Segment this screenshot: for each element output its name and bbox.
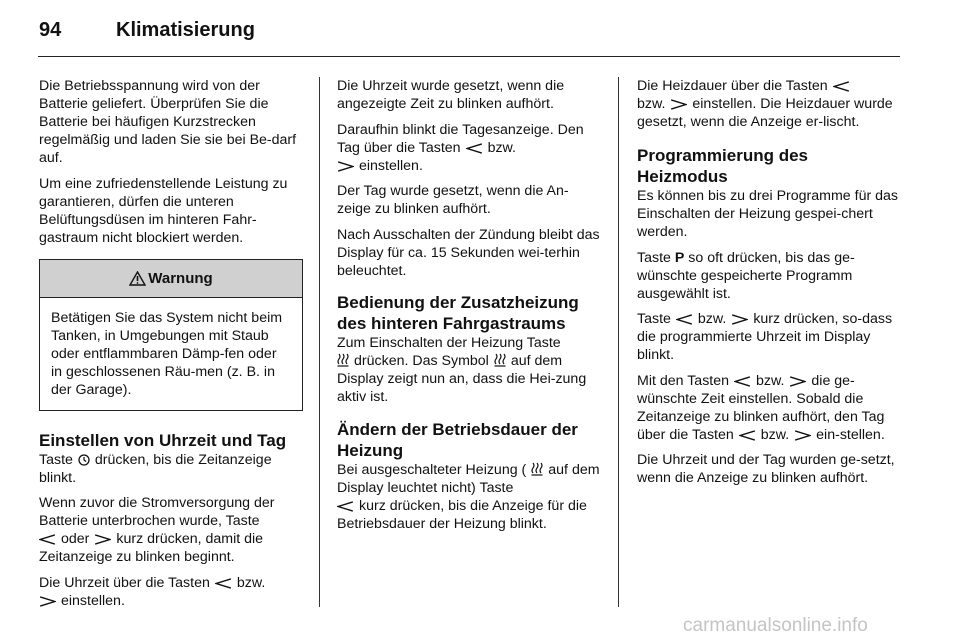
paragraph: Die Uhrzeit wurde gesetzt, wenn die angezeigte Zeit zu blinken aufhört. (337, 78, 565, 112)
paragraph (637, 77, 903, 131)
text: die ge-wünschte Zeit einstellen. Sobald die Zeitanzeige zu blinken aufhört, den Tag über die Tasten (637, 372, 885, 443)
heater-icon (531, 462, 543, 476)
paragraph (39, 494, 303, 566)
arrow-right-outline-icon (337, 161, 354, 172)
header-divider (38, 56, 900, 57)
text: kurz drücken, damit die Zeitanzeige zu blinken beginnt. (39, 531, 264, 565)
arrow-right-outline-icon (789, 376, 806, 387)
text: bzw. (760, 426, 790, 443)
warning-text: Betätigen Sie das System nicht beim Tanken, in Umgebungen mit Staub oder entflammbaren Dämp-fen oder in geschlossenen Räu-men (z. B. in der Garage). (51, 309, 283, 398)
paragraph: Die Uhrzeit und der Tag wurden ge-setzt, wenn die Anzeige zu blinken aufhört. (637, 452, 895, 486)
text: Daraufhin blinkt die Tagesanzeige. Den Tag über die Tasten (337, 121, 584, 156)
paragraph (39, 451, 303, 487)
page-number: 94 (39, 19, 62, 41)
arrow-left-outline-icon (215, 578, 232, 589)
text: oder (61, 531, 90, 547)
arrow-right-outline-icon (39, 596, 56, 607)
column-3 (637, 77, 903, 495)
column-2 (337, 77, 602, 540)
heater-icon (337, 353, 349, 367)
text: drücken, bis die Zeitanzeige blinkt. (39, 451, 272, 486)
text: bzw. (236, 574, 266, 591)
section-heading: Ändern der Betriebsdauer der Heizung (337, 419, 578, 460)
arrow-left-outline-icon (466, 143, 483, 154)
paragraph: Die Betriebsspannung wird von der Batterie geliefert. Überprüfen Sie die Batterie bei häufigen Kurzstrecken regelmäßig und laden Sie sie bei Be-darf auf. (39, 78, 297, 166)
arrow-right-outline-icon (94, 534, 111, 545)
text: drücken. Das Symbol (354, 352, 489, 369)
arrow-left-outline-icon (734, 376, 751, 387)
text: einstellen. (359, 157, 423, 174)
paragraph (637, 372, 903, 444)
text: kurz drücken, so-dass die programmierte Uhrzeit im Display blinkt. (637, 311, 893, 363)
paragraph: Um eine zufriedenstellende Leistung zu garantieren, dürfen die unteren Belüftungsdüsen im hinteren Fahr-gastraum nicht blockiert werden. (39, 175, 288, 246)
text: Taste (637, 311, 671, 327)
paragraph: Der Tag wurde gesetzt, wenn die An-zeige zu blinken aufhört. (337, 183, 569, 217)
text: auf dem Display zeigt nun an, dass die Hei-zung aktiv ist. (337, 352, 587, 405)
paragraph (637, 249, 903, 303)
section-heading: Programmierung des Heizmodus (637, 146, 808, 186)
warning-header (40, 260, 302, 298)
section-heading: Bedienung der Zusatzheizung des hinteren Fahrgastraums (337, 292, 579, 333)
text: bzw. (697, 311, 727, 327)
arrow-left-outline-icon (337, 501, 354, 512)
paragraph: Nach Ausschalten der Zündung bleibt das Display für ca. 15 Sekunden wei-terhin beleuchtet. (337, 226, 600, 279)
text: Zum Einschalten der Heizung Taste (337, 334, 561, 351)
text: einstellen. (61, 592, 125, 609)
arrow-left-outline-icon (676, 314, 693, 325)
paragraph: Es können bis zu drei Programme für das Einschalten der Heizung gespei-chert werden. (637, 188, 899, 240)
text: einstellen. Die Heizdauer wurde gesetzt, wenn die Anzeige er-lischt. (637, 96, 893, 130)
arrow-right-outline-icon (794, 430, 811, 441)
heater-icon (494, 353, 506, 367)
column-divider (319, 77, 320, 607)
text: ein-stellen. (816, 426, 885, 443)
paragraph (337, 461, 602, 533)
arrow-right-outline-icon (670, 99, 687, 110)
page-title: Klimatisierung (116, 19, 255, 41)
text: kurz drücken, bis die Anzeige für die Betriebsdauer der Heizung blinkt. (337, 497, 587, 532)
text: Taste (39, 451, 73, 468)
text: Die Uhrzeit über die Tasten (39, 574, 210, 591)
paragraph (337, 334, 602, 406)
text: bzw. (637, 96, 666, 112)
warning-title: Warnung (148, 269, 213, 287)
watermark: carmanualsonline.info (683, 615, 868, 636)
text: Taste (637, 249, 671, 266)
warning-triangle-icon (129, 271, 146, 286)
section-heading: Einstellen von Uhrzeit und Tag (39, 430, 287, 450)
arrow-left-outline-icon (39, 534, 56, 545)
paragraph (637, 310, 903, 364)
column-1 (39, 77, 303, 617)
text: Mit den Tasten (637, 372, 730, 389)
text: Die Heizdauer über die Tasten (637, 78, 828, 94)
text: bzw. (487, 139, 516, 156)
arrow-right-outline-icon (731, 314, 748, 325)
text: auf dem Display leuchtet nicht) Taste (337, 461, 600, 496)
text: so oft drücken, bis das ge-wünschte gespeicherte Programm ausgewählt ist. (637, 249, 855, 302)
text: bzw. (756, 372, 785, 389)
arrow-left-outline-icon (739, 430, 756, 441)
text: Bei ausgeschalteter Heizung ( (337, 461, 527, 478)
key-label: P (674, 249, 685, 266)
warning-box (39, 259, 303, 411)
column-divider (618, 77, 619, 607)
paragraph (337, 121, 602, 175)
text: Wenn zuvor die Stromversorgung der Batterie unterbrochen wurde, Taste (39, 495, 275, 529)
arrow-left-outline-icon (833, 81, 850, 92)
paragraph (39, 574, 303, 610)
clock-icon (78, 454, 90, 466)
